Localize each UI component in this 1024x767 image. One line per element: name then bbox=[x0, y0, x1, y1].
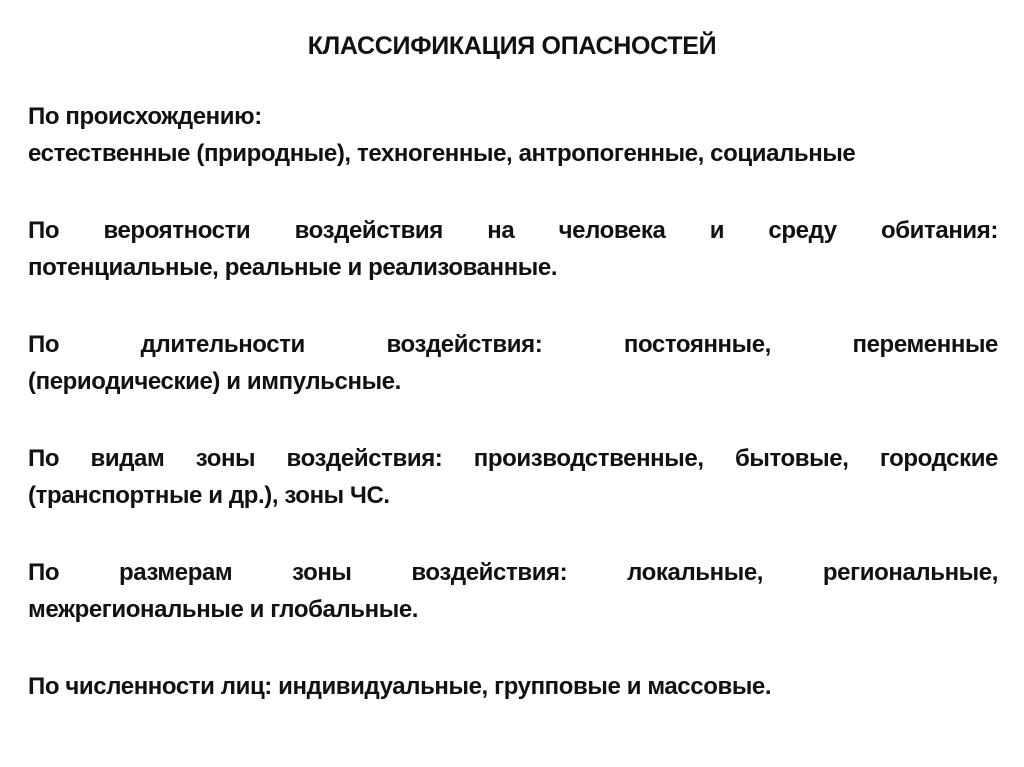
headcount-line: По численности лиц: индивидуальные, групповые и массовые. bbox=[28, 673, 772, 700]
duration-heading: По длительности воздействия: постоянные, переменные bbox=[28, 331, 998, 358]
classification-headcount bbox=[28, 668, 998, 705]
origin-types: естественные (природные), техногенные, антропогенные, социальные bbox=[28, 140, 856, 167]
zone-size-types: межрегиональные и глобальные. bbox=[28, 596, 419, 623]
classification-zone-size bbox=[28, 554, 998, 628]
slide-title: КЛАССИФИКАЦИЯ ОПАСНОСТЕЙ bbox=[307, 32, 717, 60]
classification-duration bbox=[28, 326, 998, 400]
zone-size-heading: По размерам зоны воздействия: локальные, региональные, bbox=[28, 559, 998, 586]
classification-zone-kind bbox=[28, 440, 998, 514]
probability-types: потенциальные, реальные и реализованные. bbox=[28, 254, 558, 281]
classification-probability bbox=[28, 212, 998, 286]
probability-heading: По вероятности воздействия на человека и среду обитания: bbox=[28, 217, 998, 244]
zone-kind-types: (транспортные и др.), зоны ЧС. bbox=[28, 482, 390, 509]
zone-kind-heading: По видам зоны воздействия: производственные, бытовые, городские bbox=[28, 445, 998, 472]
duration-types: (периодические) и импульсные. bbox=[28, 368, 401, 395]
origin-heading: По происхождению: bbox=[28, 103, 262, 130]
classification-origin bbox=[28, 98, 998, 172]
classification-list bbox=[28, 98, 998, 745]
